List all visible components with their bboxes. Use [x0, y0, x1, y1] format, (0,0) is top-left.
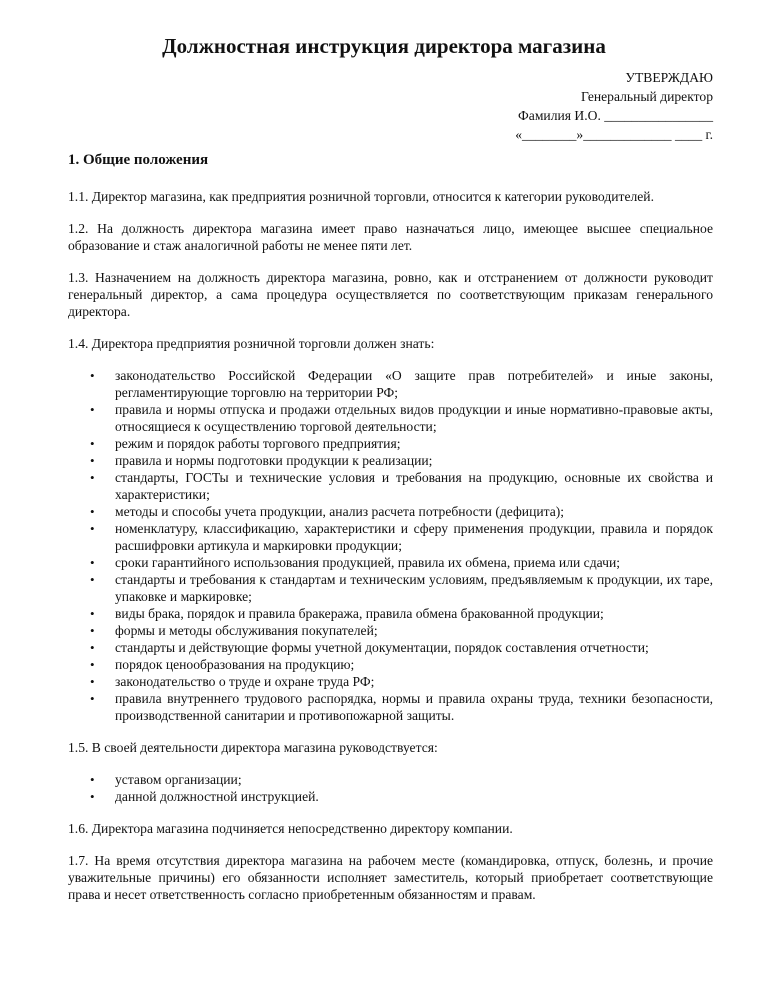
- paragraph-1-5: 1.5. В своей деятельности директора магазина руководствуется:: [68, 740, 438, 755]
- bullet-icon: •: [90, 606, 95, 621]
- bullet-icon: •: [90, 640, 95, 655]
- bullet-icon: •: [90, 504, 95, 519]
- list-item: • правила внутреннего трудового распорядка, нормы и правила охраны труда, техники безопасности, производственной санитарии и противопожарной защиты.: [90, 691, 713, 723]
- section-title: 1. Общие положения: [68, 152, 209, 168]
- section-content: [68, 188, 713, 918]
- paragraph-1-6: 1.6. Директора магазина подчиняется непосредственно директору компании.: [68, 821, 513, 836]
- paragraph-1-2: 1.2. На должность директора магазина имеет право назначаться лицо, имеющее высшее специальное образование и стаж аналогичной работы не менее пяти лет.: [68, 221, 713, 253]
- list-item: • стандарты, ГОСТы и технические условия и требования на продукцию, основные их свойства и характеристики;: [90, 470, 713, 502]
- knowledge-list: [68, 367, 713, 724]
- list-item: • правила и нормы отпуска и продажи отдельных видов продукции и иные нормативно-правовые акты, относящиеся к осуществлению торговой деятельности;: [90, 402, 713, 434]
- bullet-icon: •: [90, 674, 95, 689]
- guidance-list: [68, 771, 713, 805]
- list-item: • режим и порядок работы торгового предприятия;: [90, 436, 401, 451]
- paragraph-1-1: 1.1. Директор магазина, как предприятия розничной торговли, относится к категории руководителей.: [68, 189, 654, 204]
- paragraph-1-3: 1.3. Назначением на должность директора магазина, ровно, как и отстранением от должности руководит генеральный директор, а сама процедура осуществляется по соответствующим приказам генерального директора.: [68, 270, 713, 319]
- list-item: • номенклатуру, классификацию, характеристики и сферу применения продукции, правила и порядок расшифровки артикула и маркировки продукции;: [90, 521, 713, 553]
- bullet-icon: •: [90, 402, 95, 417]
- bullet-icon: •: [90, 453, 95, 468]
- bullet-icon: •: [90, 691, 95, 706]
- list-item: • виды брака, порядок и правила бракеража, правила обмена бракованной продукции;: [90, 606, 604, 621]
- bullet-icon: •: [90, 657, 95, 672]
- list-item: • методы и способы учета продукции, анализ расчета потребности (дефицита);: [90, 504, 565, 519]
- paragraph-1-7: 1.7. На время отсутствия директора магазина на рабочем месте (командировка, отпуск, болезнь, и прочие уважительные причины) его обязанности исполняет заместитель, который приобретает соответствующие права и несет ответственность согласно приобретенным обязанностям и правам.: [68, 853, 713, 902]
- list-item: • сроки гарантийного использования продукцией, правила их обмена, приема или сдачи;: [90, 555, 620, 570]
- bullet-icon: •: [90, 470, 95, 485]
- approval-date-line: «________»_____________ ____ г.: [515, 127, 713, 142]
- list-item: • стандарты и требования к стандартам и техническим условиям, предъявляемым к продукции, их таре, упаковке и маркировке;: [90, 572, 713, 604]
- bullet-icon: •: [90, 772, 95, 787]
- approval-position: Генеральный директор: [581, 89, 713, 104]
- bullet-icon: •: [90, 789, 95, 804]
- list-item: • данной должностной инструкцией.: [90, 789, 319, 804]
- bullet-icon: •: [90, 623, 95, 638]
- approval-block: [515, 68, 713, 144]
- list-item: • формы и методы обслуживания покупателей;: [90, 623, 378, 638]
- bullet-icon: •: [90, 368, 95, 383]
- list-item: • законодательство Российской Федерации «О защите прав потребителей» и иные законы, регламентирующие торговлю на территории РФ;: [90, 368, 713, 400]
- list-item: • стандарты и действующие формы учетной документации, порядок составления отчетности;: [90, 640, 649, 655]
- approval-name-line: Фамилия И.О. ________________: [518, 108, 713, 123]
- list-item: • законодательство о труде и охране труда РФ;: [90, 674, 375, 689]
- approval-heading: УТВЕРЖДАЮ: [625, 70, 713, 85]
- list-item: • уставом организации;: [90, 772, 242, 787]
- bullet-icon: •: [90, 436, 95, 451]
- bullet-icon: •: [90, 555, 95, 570]
- list-item: • правила и нормы подготовки продукции к реализации;: [90, 453, 433, 468]
- bullet-icon: •: [90, 521, 95, 536]
- bullet-icon: •: [90, 572, 95, 587]
- list-item: • порядок ценообразования на продукцию;: [90, 657, 355, 672]
- document-title: Должностная инструкция директора магазина: [162, 34, 606, 58]
- paragraph-1-4: 1.4. Директора предприятия розничной торговли должен знать:: [68, 336, 435, 351]
